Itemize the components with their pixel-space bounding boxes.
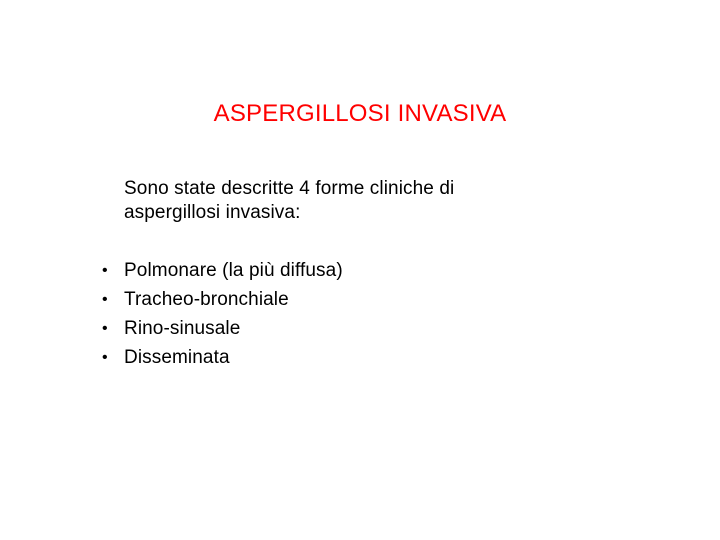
bullet-item: [102, 317, 602, 346]
intro-line-1: Sono state descritte 4 forme cliniche di: [124, 178, 455, 199]
bullet-item: [102, 259, 602, 288]
bullet-text-tracheo-bronchiale: Tracheo-bronchiale: [124, 289, 289, 310]
bullet-list: [102, 259, 602, 375]
intro-line-2: aspergillosi invasiva:: [124, 202, 301, 223]
bullet-icon: •: [102, 320, 108, 337]
bullet-icon: •: [102, 291, 108, 308]
bullet-icon: •: [102, 262, 108, 279]
intro-paragraph: [124, 177, 544, 225]
bullet-item: [102, 346, 602, 375]
slide-title: ASPERGILLOSI INVASIVA: [213, 100, 507, 127]
bullet-text-polmonare: Polmonare (la più diffusa): [124, 260, 343, 281]
bullet-text-rino-sinusale: Rino-sinusale: [124, 318, 241, 339]
bullet-text-disseminata: Disseminata: [124, 347, 230, 368]
bullet-item: [102, 288, 602, 317]
bullet-icon: •: [102, 349, 108, 366]
